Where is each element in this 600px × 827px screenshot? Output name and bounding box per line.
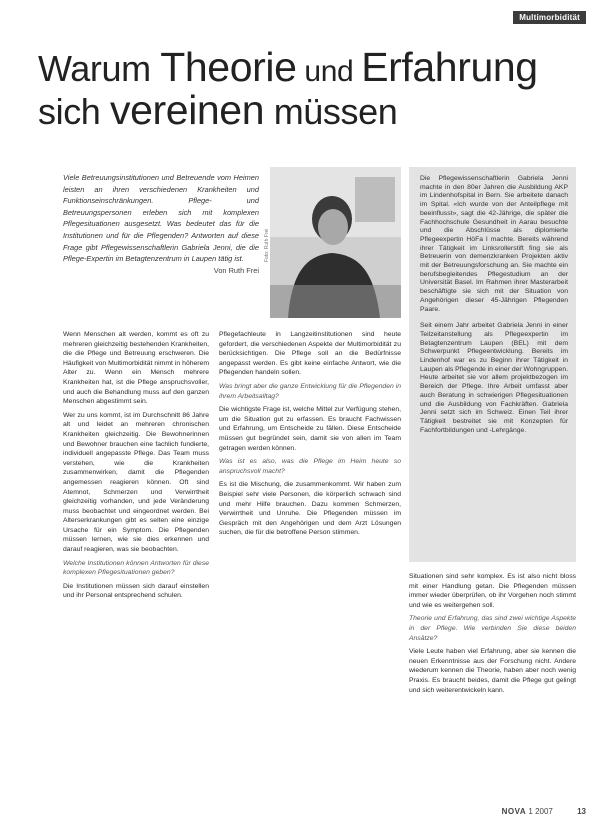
- interview-question: Was ist es also, was die Pflege im Heim heute so anspruchsvoll macht?: [219, 458, 401, 475]
- sidebar-paragraph: Seit einem Jahr arbeitet Gabriela Jenni in einer Teilzeitanstellung als Pflegeexpertin im Betagtenzentrum Laupen (BEL) mit dem Schwerpunkt Pflegeentwicklung. Bereits im Lindenhof war es zu Beginn ihrer Tätigkeit in Laupen als Pflegende in einer der Wohngruppen. Heute arbeitet sie vor allem projektbezogen im Bereich der Pflege. Ihre Arbeit umfasst aber auch Beratung in schwierigen Pflegesituationen und die Ausbildung von Fachkräften. Gabriela Jenni setzt sich im Schweiz. Einen Teil ihrer Tätigkeit bestreitet sie mit Konzepten für Fachfortbildungen und -Lehrgänge.: [420, 322, 569, 434]
- article-title: [38, 44, 578, 133]
- issue-number: 1 2007: [528, 807, 553, 816]
- interview-question: Theorie und Erfahrung, das sind zwei wichtige Aspekte in der Pflege. Wie verbinden Sie diese beiden Ansätze?: [409, 615, 576, 642]
- body-paragraph: Viele Leute haben viel Erfahrung, aber sie kennen die neuen Erkenntnisse aus der Forschung nicht. Andere wiederum kennen die Theorie, haben aber noch wenig Praxis. Es braucht beides, damit die Pflege gut gelingt und sich weiterentwickeln kann.: [409, 648, 576, 694]
- body-paragraph: Situationen sind sehr komplex. Es ist also nicht bloss mit einer Handlung getan. Die Pflegenden müssen immer wieder überprüfen, ob ihr Vorgehen noch stimmt und wie es weitergehen soll.: [409, 573, 576, 609]
- title-word: Warum: [38, 48, 161, 89]
- author-byline: Von Ruth Frei: [213, 265, 259, 275]
- body-paragraph: Wer zu uns kommt, ist im Durchschnitt 86 Jahre alt und leidet an mehreren chronischen Krankheiten gleichzeitig. Die Bewohnerinnen und Bewohner brauchen eine fachlich fundierte, individuell angepasste Pflege. Das Team muss verstehen, wie die Krankheiten zusammenwirken, damit die Pflegenden angemessen reagieren können. Oft sind Atemnot, Schmerzen und Verwirrtheit gleichzeitig vorhanden, und jede Veränderung muss beobachtet und eingeordnet werden. Bei Alterserkrankungen gibt es selten eine einzige Ursache für ein Symptom. Die Pflegenden müssen lernen, wie sie dies erkennen und darauf reagieren, was sie beobachten.: [63, 411, 209, 554]
- interview-question: Was bringt aber die ganze Entwicklung für die Pflegenden in ihrem Arbeitsalltag?: [219, 382, 401, 400]
- article-column-2: [219, 330, 401, 542]
- title-word: Erfahrung: [361, 44, 538, 90]
- sidebar-paragraph: Die Pflegewissenschaftlerin Gabriela Jenni machte in den 80er Jahren die Ausbildung AKP im Lindenhofspital in Bern. Sie arbeitete danach im Spital. «Ich wurde von der Anteilpflege mit beeinflusst», sagt die 42-Jährige, die später die Fachhochschule Gesundheit in Aarau besuchte und die Abschlüsse als diplomierte Pflegeexpertin HöFa I machte. Bereits während ihrer Tätigkeit im Linksrollerstift fing sie als Betreuerin von demenzkranken Projekten aktiv mit der Betreuungsforschung an. Sie machte ein berufsbegleitendes Pflegestudium an der Universität Basel. Im Rahmen ihrer Masterarbeit beschäftigte sie sich mit der Situation von Angehörigen dieser 45-Jährigen Pflegenden Paare.: [420, 175, 568, 313]
- lead-text: Viele Betreuungsinstitutionen und Betreuende vom Heimen leisten an ihren verschiedenen Krankheiten und Funktionseinschränkungen. Pflege- und Betreuungspersonen erleben sich mit komplexen Pflegesituationen ausgesetzt. Was bedeutet das für die Institutionen und für die Pflegenden? Antworten auf diese Frage gibt Pflegewissenschaftlerin Gabriela Jenni, die die Pflege-Expertin im Betagtenzentrum in Laupen tätig ist.: [63, 173, 259, 264]
- article-column-1: [63, 330, 209, 605]
- body-paragraph: Die wichtigste Frage ist, welche Mittel zur Verfügung stehen, um die Situation gut zu erfassen. Es braucht Fachwissen und Erfahrung, um Entscheide zu fällen. Diese Entscheide müssen gut begründet sein, damit sie von allen im Team getragen werden können.: [219, 406, 401, 452]
- section-tag: Multimorbidität: [513, 11, 586, 24]
- interview-question: Welche Institutionen können Antworten für diese komplexen Pflegesituationen geben?: [63, 559, 209, 577]
- lead-paragraph: [63, 172, 259, 276]
- body-paragraph: Die Institutionen müssen sich darauf einstellen und ihr Personal entsprechend schulen.: [63, 582, 209, 600]
- body-paragraph: Es ist die Mischung, die zusammenkommt. Wir haben zum Beispiel sehr viele Personen, die körperlich schwach sind und mehr Hilfe brauchen. Dazu kommen Schmerzen, Verwirrtheit und Unruhe. Die Pflegenden müssen im Gespräch mit den Angehörigen und dem Arzt Lösungen suchen, die für die betroffene Person stimmen.: [219, 481, 401, 537]
- title-word: müssen: [264, 91, 398, 132]
- portrait-photo: [270, 167, 401, 318]
- article-column-3: [409, 572, 576, 699]
- title-word: sich: [38, 91, 111, 132]
- photo-credit: Foto: Ruth Frei: [264, 228, 270, 262]
- page-footer: [502, 807, 586, 816]
- title-word: vereinen: [110, 87, 265, 133]
- bio-sidebar: [409, 167, 576, 562]
- magazine-name: NOVA: [501, 807, 527, 816]
- body-paragraph: Wenn Menschen alt werden, kommt es oft zu mehreren gleichzeitig bestehenden Krankheiten, die die Pflege und Betreuung erschweren. Die Häufigkeit von Multimorbidität nimmt in höherem Alter zu. Wenn ein Mensch mehrere Krankheiten hat, ist die Pflege anspruchsvoller, und auch die Behandlung muss auf den ganzen Menschen abgestimmt sein.: [63, 331, 209, 406]
- body-paragraph: Pflegefachleute in Langzeitinstitutionen sind heute gefordert, die verschiedenen Aspekte der Multimorbidität zu berücksichtigen. Die Pflege soll an die Bedürfnisse angepasst werden. Es gibt keine einfache Antwort, wie die Pflegenden handeln sollen.: [219, 331, 401, 377]
- portrait-illustration: [270, 167, 401, 318]
- title-word: Theorie: [160, 44, 297, 90]
- page-number: 13: [577, 807, 586, 816]
- title-word: und: [296, 55, 362, 88]
